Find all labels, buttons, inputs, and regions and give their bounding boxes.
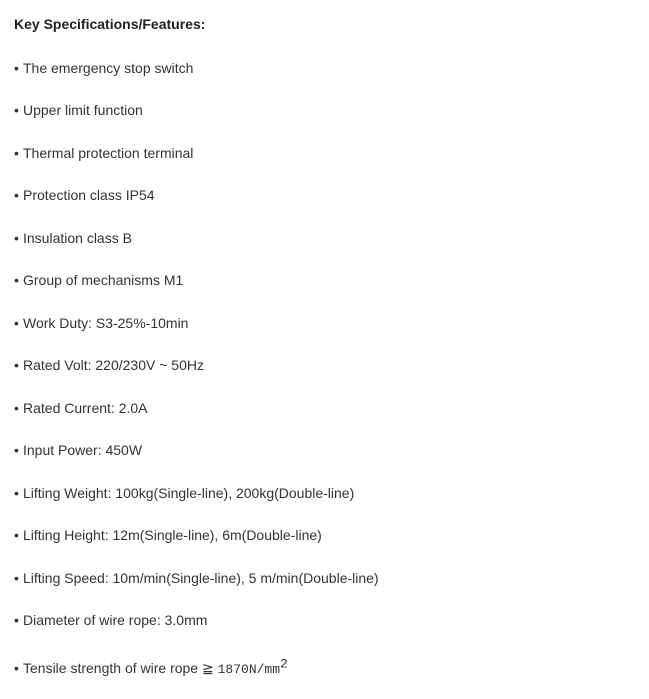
list-item bbox=[14, 356, 204, 374]
list-item-text: The emergency stop switch bbox=[23, 60, 194, 76]
list-item-text: Group of mechanisms M1 bbox=[23, 272, 184, 288]
bullet: • bbox=[14, 102, 19, 118]
bullet: • bbox=[14, 612, 19, 628]
list-item-text: Thermal protection terminal bbox=[23, 145, 194, 161]
list-item-text: Rated Volt: 220/230V ~ 50Hz bbox=[23, 357, 204, 373]
list-item bbox=[14, 569, 379, 587]
list-item bbox=[14, 229, 132, 247]
bullet: • bbox=[14, 442, 19, 458]
list-item bbox=[14, 101, 143, 119]
section-heading: Key Specifications/Features: bbox=[14, 16, 206, 32]
list-item bbox=[14, 441, 142, 459]
bullet: • bbox=[14, 60, 19, 76]
list-item-text: Protection class IP54 bbox=[23, 187, 155, 203]
bullet: • bbox=[14, 230, 19, 246]
bullet: • bbox=[14, 400, 19, 416]
tensile-value: 1870N/mm bbox=[217, 662, 281, 677]
list-item bbox=[14, 611, 207, 629]
bullet: • bbox=[14, 527, 19, 543]
bullet: • bbox=[14, 357, 19, 373]
list-item-text: Upper limit function bbox=[23, 102, 143, 118]
bullet: • bbox=[14, 570, 19, 586]
list-item-text: Work Duty: S3-25%-10min bbox=[23, 315, 189, 331]
bullet: • bbox=[14, 485, 19, 501]
list-item-text: Input Power: 450W bbox=[23, 442, 143, 458]
list-item-text: Insulation class B bbox=[23, 230, 132, 246]
list-item bbox=[14, 399, 148, 417]
bullet: • bbox=[14, 660, 19, 676]
bullet: • bbox=[14, 272, 19, 288]
list-item-text: Lifting Speed: 10m/min(Single-line), 5 m/min(Double-line) bbox=[23, 570, 379, 586]
list-item-text: Rated Current: 2.0A bbox=[23, 400, 148, 416]
list-item-text: Diameter of wire rope: 3.0mm bbox=[23, 612, 208, 628]
list-item bbox=[14, 59, 193, 77]
list-item bbox=[14, 271, 183, 289]
bullet: • bbox=[14, 145, 19, 161]
unit-exponent: 2 bbox=[280, 656, 288, 672]
list-item bbox=[14, 186, 155, 204]
list-item bbox=[14, 656, 288, 679]
list-item bbox=[14, 144, 193, 162]
list-item bbox=[14, 526, 322, 544]
list-item bbox=[14, 484, 354, 502]
list-item bbox=[14, 314, 188, 332]
list-item-text: Lifting Height: 12m(Single-line), 6m(Double-line) bbox=[23, 527, 322, 543]
list-item-text: Tensile strength of wire rope bbox=[23, 660, 199, 676]
bullet: • bbox=[14, 315, 19, 331]
list-item-text: Lifting Weight: 100kg(Single-line), 200kg(Double-line) bbox=[23, 485, 355, 501]
bullet: • bbox=[14, 187, 19, 203]
greater-equal-symbol: ≧ bbox=[201, 660, 214, 676]
